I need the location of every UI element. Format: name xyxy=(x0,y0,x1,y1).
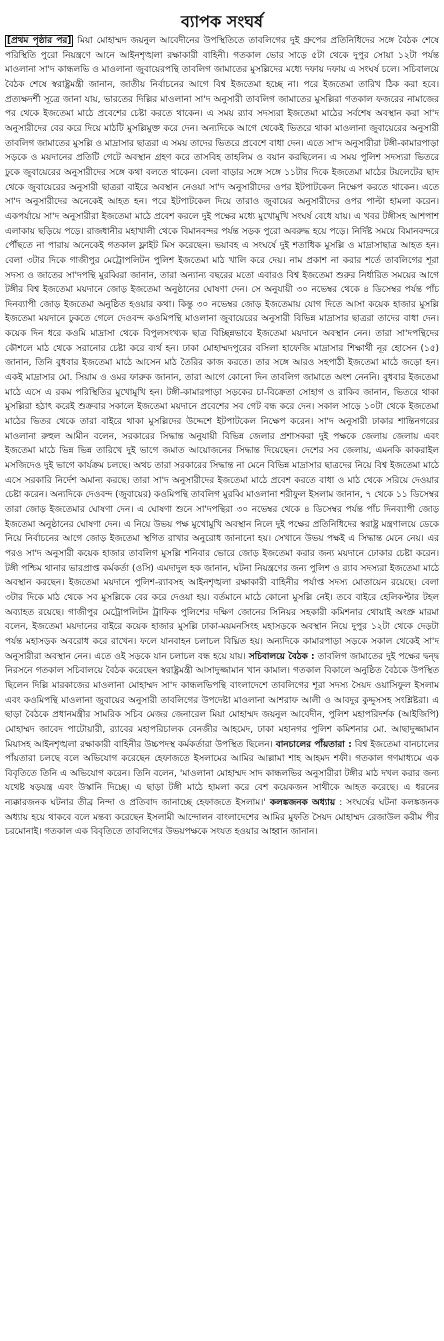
subheading-conspiracy: বানচালের পাঁয়তারা : xyxy=(275,739,352,750)
headline: ব্যাপক সংঘর্ষ xyxy=(181,12,263,31)
paragraph-2: তাবলিগ জামাতের দুই পক্ষের দ্বন্দ্ব নিরসনে গতকাল সচিবালয়ে বৈঠক করেছেন স্বরাষ্ট্রমন্ত্রী আসাদুজ্জামান খান কামাল। গতকাল বিকালে অনুষ্ঠিত বৈঠকে উপস্থিত ছিলেন দিল্লি মারকাজের মাওলানা মোহাম্মদ সা'দ কান্ধলভিপন্থি বাংলাদেশে তাবলিগের শূরা সদস্য সৈয়দ ওয়াসিফুল ইসলাম এবং কওমিপন্থি মাওলানা জুবায়ের অনুসারী তাবলিগের উপদেষ্টা মাওলানা আশরাফ আলী ও আবদুর কুদ্দুসসহ সংশ্লিষ্টরা। এ ছাড়া বৈঠকে প্রধানমন্ত্রীর সামরিক সচিব মেজর জেনারেল মিয়া মোহাম্মদ জয়নুল আবেদীন, পুলিশ মহাপরিদর্শক (আইজিপি) মোহাম্মদ জাবেদ পাটোয়ারী, র‌্যাবের মহাপরিচালক বেনজীর আহমেদ, ঢাকা মহানগর পুলিশ কমিশনার মো. আছাদুজ্জামান মিয়াসহ আইনশৃঙ্খলা রক্ষাকারী বাহিনীর উচ্চপদস্থ কর্মকর্তারা উপস্থিত ছিলেন। xyxy=(5,651,440,750)
subheading-shameful-chapter: কলঙ্কজনক অধ্যায় xyxy=(269,798,336,809)
jump-label: [প্রথম পৃষ্ঠার পর] xyxy=(7,36,72,46)
paragraph-4: : সংঘর্ষের ঘটনা কলঙ্কজনক অধ্যায় হয়ে থাকবে বলে মন্তব্য করেছেন ইসলামী আন্দোলন বাংলাদেশের আমির মুফতি সৈয়দ মোহাম্মদ রেজাউল করীম পীর চরমোনাই। গতকাল এক বিবৃতিতে তাবলিগের উভয়পক্ষকে সংযত হওয়ার আহ্বান জানান। xyxy=(5,798,440,838)
paragraph-1: মিয়া মোহাম্মদ জয়নুল আবেদীনের উপস্থিতিতে তাবলিগের দুই গ্রুপের প্রতিনিধিদের সঙ্গে বৈঠক শেষে পরিস্থিতি পুরো নিয়ন্ত্রণে আনে আইনশৃঙ্খলা রক্ষাকারী বাহিনী। গতকাল ভোর সাড়ে ৫টা থেকে দুপুর সোয়া ১২টা পর্যন্ত মাওলানা সা'দ কান্ধলভি ও মাওলানা জুবায়েরপন্থি তাবলিগ জামাতের মুসল্লিদের মধ্যে দফায় দফায় এ সংঘর্ষ চলে। সচিবালয়ে বৈঠক শেষে স্বরাষ্ট্রমন্ত্রী জানান, জাতীয় নির্বাচনের আগে বিশ্ব ইজতেমা হচ্ছে না। পরে ইজতেমা তারিখ ঠিক করা হবে। প্রত্যক্ষদর্শী সূত্রে জানা যায়, ভারতের দিল্লির মাওলানা সা'দ অনুসারী তাবলিগ জামাতের মুসল্লিরা গতকাল ফজরের নামাজের পর থেকে ইজতেমা মাঠে প্রবেশের চেষ্টা করতে থাকেন। এ সময় র‌্যাব সদস্যরা ইজতেমা মাঠের সর্বশেষ অবস্থান করা সা'দ অনুসারীদের বের করে দিয়ে মাঠটি মুসল্লিমুক্ত করে দেন। অন্যদিকে আগে থেকেই ভিতরে থাকা মাওলানা জুবায়েরের অনুসারী তাবলিগ জামাতের মুসল্লি ও মাদ্রাসার ছাত্ররা এ সময় তাদের ভিতরে প্রবেশে বাধা দেন। এতে সা'দ অনুসারীরা টঙ্গী-কামারপাড়া সড়কে ও ময়দানের প্রতিটি গেটে অবস্থান গ্রহণ করে তাসবিহ তাহলিম ও বয়ান করছিলেন। এ সময় পুলিশ সদস্যরা ভিতরে ঢুকে জুবায়েরের অনুসারীদের সঙ্গে কথা বলতে থাকেন। বেলা বাড়ার সঙ্গে সঙ্গে ১১টার দিকে ইজতেমা মাঠের টয়লেটের ছাদ থেকে জুবায়েরের অনুসারী ছাত্ররা বাইরে অবস্থান নেওয়া সা'দ অনুসারীদের ওপর ইটপাটকেল নিক্ষেপ করতে থাকেন। এতে সা'দ অনুসারীদের অনেকেই আহত হন। পরে ইটপাটকেল দিয়ে তারাও জুবায়ের অনুসারীদের ওপর পাল্টা হামলা করেন। একপর্যায়ে সা'দ অনুসারীরা ইজতেমা মাঠে প্রবেশ করলে দুই পক্ষের মধ্যে মুখোমুখি সংঘর্ষ বেধে যায়। এ খবর টঙ্গীসহ আশপাশ এলাকায় ছড়িয়ে পড়ে। রাজধানীর মহাখালী থেকে বিমানবন্দর পর্যন্ত সড়ক পুরো অবরুদ্ধ হয়ে পড়ে। নির্দিষ্ট সময়ে বিমানবন্দরে পৌঁছতে না পারায় অনেকেই গতকাল ফ্লাইট মিস করেছেন। ভয়াবহ এ সংঘর্ষে দুই শতাধিক মুসল্লি ও মাদ্রাসাছাত্র আহত হন। বেলা ৩টার দিকে গাজীপুর মেট্রোপলিটন পুলিশ ইজতেমা মাঠ খালি করে দেয়। নাম প্রকাশ না করার শর্তে তাবলিগের শূরা সদস্য ও জাতের সা'দপন্থি মুরব্বিরা জানান, তারা অন্যান্য বছরের মতো এবারও বিশ্ব ইজতেমা শুরুর নির্ধারিত সময়ের আগে টঙ্গীর বিশ্ব ইজতেমা ময়দানে জোড় ইজতেমা অনুষ্ঠানের ঘোষণা দেন। সে অনুযায়ী ৩০ নভেম্বর থেকে ৪ ডিসেম্বর পর্যন্ত পাঁচ দিনব্যাপী জোড় ইজতেমা অনুষ্ঠিত হওয়ার কথা। কিন্তু ৩০ নভেম্বর জোড় ইজতেমায় যোগ দিতে আসা কয়েক হাজার মুসল্লি ইজতেমা ময়দানে ঢুকতে গেলে দেওবন্দ কওমিপন্থি মাওলানা জুবায়েরের অনুসারী বিভিন্ন মাদ্রাসার ছাত্ররা তাদের বাধা দেন। কয়েক দিন ধরে কওমি মাদ্রাসা থেকে বিপুলসংখ্যক ছাত্র বিচ্ছিন্নভাবে ইজতেমা ময়দানে অবস্থান নেন। তারা সা'দপন্থিদের কৌশলে মাঠ থেকে সরানোর চেষ্টা করে ব্যর্থ হন। ঢাকা মোহাম্মদপুরের বসিলা হাফেজি মাদ্রাসার শিক্ষার্থী নূর হোসেন (১৫) জানান, তিনি বুধবার ইজতেমা মাঠে আসেন মাঠ তৈরির কাজ করতে। তার সঙ্গে আরও সহপাঠী ইজতেমা মাঠে জড়ো হন। একই মাদ্রাসার মো. সিয়াম ও ওমর ফারুক জানান, তারা আগে কোনো দিন তাবলিগ জামাতে অংশ নেননি। বুধবার ইজতেমা মাঠে এসে এ রকম পরিস্থিতির মুখোমুখি হন। টঙ্গী-কামারপাড়া সড়কের চা-বিক্রেতা সোহাগ ও রাকিব জানান, ভিতরে থাকা মুসল্লিরা হঠাৎ করেই শুক্রবার সকালে ইজতেমা ময়দানে প্রবেশের সব গেট বন্ধ করে দেন। সকাল সাড়ে ১০টা থেকে ইজতেমা মাঠের ভিতর থেকে তারা বাইরে থাকা মুসল্লিদের উদ্দেশে ইটপাটকেল নিক্ষেপ করেন। সা'দ অনুসারী ঢাকার শান্তিনগরের মাওলানা রুহুল আমীন বলেন, সরকারের সিদ্ধান্ত অনুযায়ী বিভিন্ন জেলার প্রশাসকরা দুই পক্ষকে জেলায় জেলায় এবং ইজতেমা মাঠে ভিন্ন ভিন্ন তারিখে দুই ভাগে জমাত আয়োজনের সিদ্ধান্ত দিয়েছেন। দেশের সব জেলায়, এমনকি কাকরাইল মসজিদেও দুই ভাগে কার্যক্রম চলছে। অথচ তারা সরকারের সিদ্ধান্ত না মেনে বিভিন্ন মাদ্রাসার ছাত্রদের নিয়ে বিশ্ব ইজতেমা মাঠে এসে সরকারি নির্দেশ অমান্য করছে। তারা সা'দ অনুসারীদের ইজতেমা মাঠে প্রবেশ করতে বাধা ও মাঠ থেকে সরিয়ে দেওয়ার চেষ্টা করেন। অন্যদিকে দেওবন্দ (জুবায়ের) কওমিপন্থি তাবলিগ মুরব্বি মাওলানা শরীফুল ইসলাম জানান, ৭ থেকে ১১ ডিসেম্বর তারা জোড় ইজতেমার ঘোষণা দেন। এ ঘোষণা শুনে সা'দপন্থিরা ৩০ নভেম্বর থেকে ৪ ডিসেম্বর পর্যন্ত পাঁচ দিনব্যাপী জোড় ইজতেমা অনুষ্ঠানের ঘোষণা দেন। এ নিয়ে উভয় পক্ষ মুখোমুখি অবস্থান নিলে দুই পক্ষের প্রতিনিধিদের স্বরাষ্ট্র মন্ত্রণালয়ে ডেকে নিয়ে নির্বাচনের আগে জোড় ইজতেমা স্থগিত রাখার অনুরোধ জানানো হয়। সেখানে উভয় পক্ষই এ সিদ্ধান্ত মেনে নেয়। এর পরও সা'দ অনুসারী কয়েক হাজার তাবলিগ মুসল্লি শনিবার ভোরে জোড় ইজতেমা করার জন্য ময়দানে ঢোকার চেষ্টা করেন। টঙ্গী পশ্চিম থানার ভারপ্রাপ্ত কর্মকর্তা (ওসি) এমদাদুল হক জানান, ঘটনা নিয়ন্ত্রণের জন্য পুলিশ ও র‌্যাব সদস্যরা ইজতেমা মাঠে অবস্থান করছেন। ইজতেমা ময়দানে পুলিশ-র‌্যাবসহ আইনশৃঙ্খলা রক্ষাকারী বাহিনীর পর্যাপ্ত সদস্য মোতায়েন রয়েছে। বেলা ৩টার দিকে মাঠ থেকে সব মুসল্লিকে বের করে দেওয়া হয়। বর্তমানে মাঠে কোনো মুসল্লি নেই। তবে বাইরে হেলিকপ্টার টহল অব্যাহত রয়েছে। গাজীপুর মেট্রোপলিটন ট্রাফিক পুলিশের দক্ষিণ জোনের সিনিয়র সহকারী কমিশনার থোয়াই অংপ্রু মারমা বলেন, ইজতেমা ময়দানের বাইরে কয়েক হাজার মুসল্লি ঢাকা-ময়মনসিংহ মহাসড়কে অবস্থান নিয়ে দুপুর ১২টা থেকে দেড়টা পর্যন্ত মহাসড়ক অবরোধ করে রাখেন। ফলে যানবাহন চলাচল বিঘ্নিত হয়। অন্যদিকে কামারপাড়া সড়কে সকাল থেকেই সা'দ অনুসারীরা অবস্থান নেন। এতে ওই সড়কে যান চলাচল বন্ধ হয়ে যায়। xyxy=(5,36,440,662)
paragraph-3: বিশ্ব ইজতেমা বানচালের পাঁয়তারা চলছে বলে অভিযোগ করেছেন হেফাজতে ইসলামের আমির আল্লামা শাহ আহমদ শফী। গতকাল গণমাধ্যমে এক বিবৃতিতে তিনি এ অভিযোগ করেন। তিনি বলেন, 'মাওলানা মোহাম্মদ সাদ কান্ধলভির অনুসারীরা টঙ্গীর মাঠ দখল করার জন্য যথেষ্ট ষড়যন্ত্র এবং উস্কানি দিচ্ছে। এ ছাড়া টঙ্গী মাঠে হামলা করে বেশ কয়েকজন সাথীকে আহত করেছে। এ ধরনের ন্যক্কারজনক ঘটনার তীব্র নিন্দা ও প্রতিবাদ জানাচ্ছে হেফাজতে ইসলাম।' xyxy=(5,739,439,809)
subheading-secretariat-meeting: সচিবালয়ে বৈঠক : xyxy=(248,651,315,662)
article-body xyxy=(5,34,439,840)
